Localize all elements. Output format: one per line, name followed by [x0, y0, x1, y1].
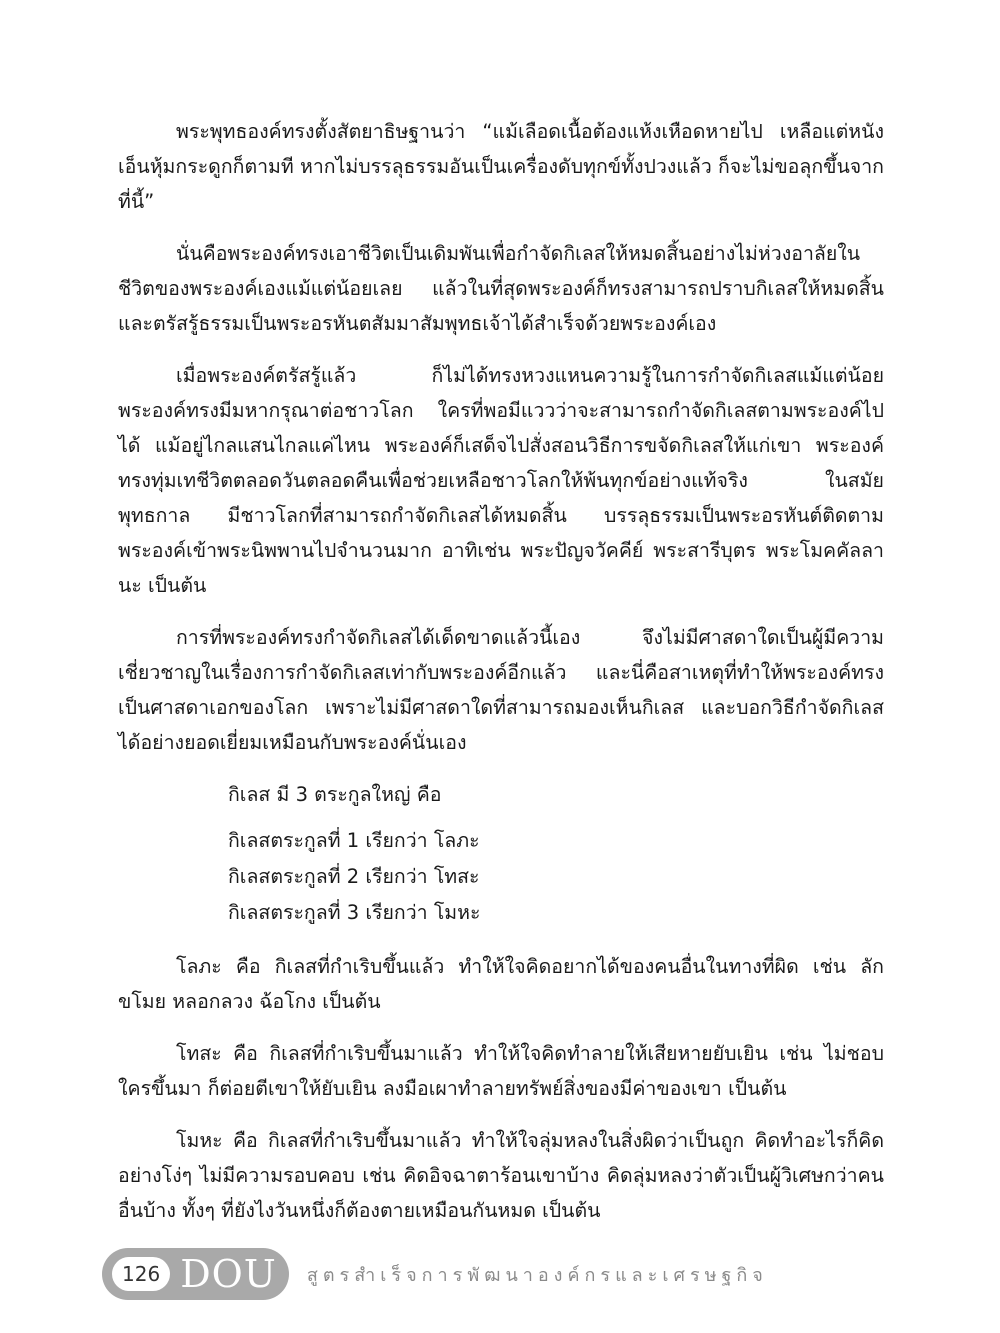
- list-item: กิเลสตระกูลที่ 2 เรียกว่า โทสะ: [228, 865, 480, 888]
- book-title: สูตรสำเร็จการพัฒนาองค์กรและเศรษฐกิจ: [306, 1264, 768, 1286]
- page-body: [118, 114, 884, 1245]
- paragraph: เมื่อพระองค์ตรัสรู้แล้ว ก็ไม่ได้ทรงหวงแหนความรู้ในการกำจัดกิเลสแม้แต่น้อย พระองค์ทรงมีมหากรุณาต่อชาวโลก ใครที่พอมีแววว่าจะสามารถกำจัดกิเลสตามพระองค์ไปได้ แม้อยู่ไกลแสนไกลแค่ไหน พระองค์ก็เสด็จไปสั่งสอนวิธีการขจัดกิเลสให้แก่เขา พระองค์ทรงทุ่มเทชีวิตตลอดวันตลอดคืนเพื่อช่วยเหลือชาวโลกให้พ้นทุกข์อย่างแท้จริง ในสมัยพุทธกาล มีชาวโลกที่สามารถกำจัดกิเลสได้หมดสิ้น บรรลุธรรมเป็นพระอรหันต์ติดตามพระองค์เข้าพระนิพพานไปจำนวนมาก อาทิเช่น พระปัญจวัคคีย์ พระสารีบุตร พระโมคคัลลานะ เป็นต้น: [118, 364, 884, 597]
- dou-logo: DOU: [180, 1252, 277, 1296]
- kilesa-list: [228, 777, 884, 931]
- page-number: 126: [112, 1257, 170, 1291]
- definition-lobha: โลภะ คือ กิเลสที่กำเริบขึ้นแล้ว ทำให้ใจคิดอยากได้ของคนอื่นในทางที่ผิด เช่น ลักขโมย หลอกลวง ฉ้อโกง เป็นต้น: [118, 955, 884, 1013]
- list-item: กิเลสตระกูลที่ 1 เรียกว่า โลภะ: [228, 829, 480, 852]
- page-footer: [102, 1248, 768, 1300]
- paragraph: นั่นคือพระองค์ทรงเอาชีวิตเป็นเดิมพันเพื่อกำจัดกิเลสให้หมดสิ้นอย่างไม่ห่วงอาลัยในชีวิตของพระองค์เองแม้แต่น้อยเลย แล้วในที่สุดพระองค์ก็ทรงสามารถปราบกิเลสให้หมดสิ้น และตรัสรู้ธรรมเป็นพระอรหันตสัมมาสัมพุทธเจ้าได้สำเร็จด้วยพระองค์เอง: [118, 242, 884, 335]
- paragraph: พระพุทธองค์ทรงตั้งสัตยาธิษฐานว่า “แม้เลือดเนื้อต้องแห้งเหือดหายไป เหลือแต่หนังเอ็นหุ้มกระดูกก็ตามที หากไม่บรรลุธรรมอันเป็นเครื่องดับทุกข์ทั้งปวงแล้ว ก็จะไม่ขอลุกขึ้นจากที่นี้”: [118, 120, 884, 213]
- footer-badge: [102, 1248, 289, 1300]
- definition-moha: โมหะ คือ กิเลสที่กำเริบขึ้นมาแล้ว ทำให้ใจลุ่มหลงในสิ่งผิดว่าเป็นถูก คิดทำอะไรก็คิดอย่างโง่ๆ ไม่มีความรอบคอบ เช่น คิดอิจฉาตาร้อนเขาบ้าง คิดลุ่มหลงว่าตัวเป็นผู้วิเศษกว่าคนอื่นบ้าง ทั้งๆ ที่ยังไงวันหนึ่งก็ต้องตายเหมือนกันหมด เป็นต้น: [118, 1129, 884, 1222]
- paragraph: การที่พระองค์ทรงกำจัดกิเลสได้เด็ดขาดแล้วนี้เอง จึงไม่มีศาสดาใดเป็นผู้มีความเชี่ยวชาญในเรื่องการกำจัดกิเลสเท่ากับพระองค์อีกแล้ว และนี่คือสาเหตุที่ทำให้พระองค์ทรงเป็นศาสดาเอกของโลก เพราะไม่มีศาสดาใดที่สามารถมองเห็นกิเลส และบอกวิธีกำจัดกิเลสได้อย่างยอดเยี่ยมเหมือนกับพระองค์นั่นเอง: [118, 626, 884, 754]
- list-item: กิเลสตระกูลที่ 3 เรียกว่า โมหะ: [228, 901, 481, 924]
- kilesa-list-heading: กิเลส มี 3 ตระกูลใหญ่ คือ: [228, 783, 442, 806]
- definition-dosa: โทสะ คือ กิเลสที่กำเริบขึ้นมาแล้ว ทำให้ใจคิดทำลายให้เสียหายยับเยิน เช่น ไม่ชอบใครขึ้นมา ก็ต่อยตีเขาให้ยับเยิน ลงมือเผาทำลายทรัพย์สิ่งของมีค่าของเขา เป็นต้น: [118, 1042, 884, 1100]
